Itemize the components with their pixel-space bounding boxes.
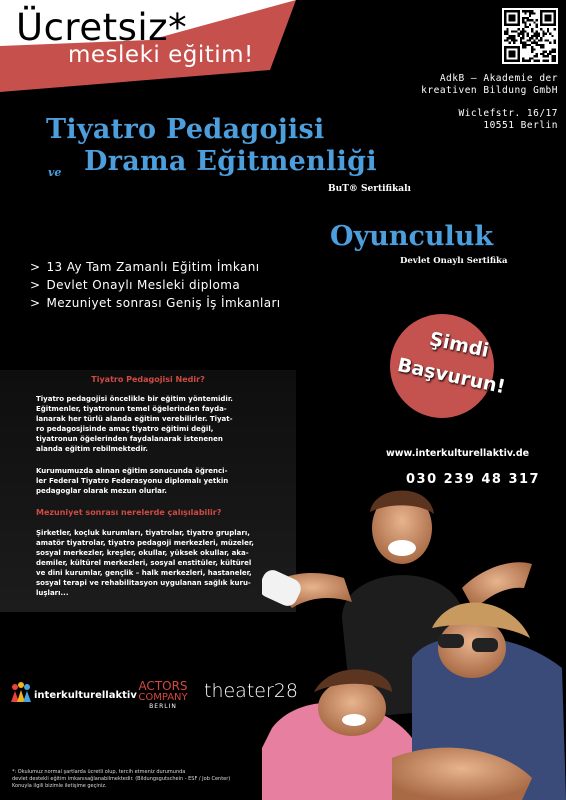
apply-now-line1: Şimdi — [427, 328, 491, 363]
organization-name — [368, 73, 558, 97]
website-link[interactable]: www.interkulturellaktiv.de — [386, 448, 530, 459]
bullet-marker: > — [30, 278, 41, 292]
info-paragraph2: Kurumumuzda alınan eğitim sonucunda öğrenci- ler Federal Tiyatro Federasyonu diplomalı yetkin pedagoglar olarak mezun olurlar. — [36, 467, 229, 495]
apply-now-line2: Başvurun! — [395, 354, 508, 399]
people-icon — [10, 682, 32, 704]
phone-number[interactable]: 030 239 48 317 — [406, 472, 541, 487]
program1-title-line1: Tiyatro Pedagojisi — [46, 114, 325, 145]
theater28-logo: theater28 — [204, 680, 298, 702]
address-line2: 10551 Berlin — [483, 120, 558, 131]
info-heading-what-is: Tiyatro Pedagojisi Nedir? — [91, 375, 205, 384]
organization-name-line2: kreativen Bildung GmbH — [421, 85, 558, 96]
students-photo — [262, 478, 566, 800]
promo-ribbon — [0, 0, 310, 96]
program2-title: Oyunculuk — [330, 221, 494, 252]
partner-logos — [0, 672, 300, 732]
info-paragraph3: Şirketler, koçluk kurumları, tiyatrolar, tiyatro grupları, amatör tiyatrolar, tiyatro pedagoji merkezleri, müzeler, sosyal merkezler, kreşler, okullar, yüksek okullar, aka- demiler, kültürel merkezleri, sosyal enstitüler, kültürel ve dini kurumlar, gençlik – halk merkezleri, hastaneler, sosyal terapi ve rehabilitasyon uygulanan sağlık kuru- luşları... — [36, 529, 254, 597]
apply-now-badge[interactable] — [370, 314, 532, 418]
qr-code-icon[interactable] — [502, 8, 558, 64]
program1-certificate: BuT® Sertifikalı — [328, 184, 411, 194]
list-item: > 13 Ay Tam Zamanlı Eğitim İmkanı — [30, 260, 260, 274]
list-item: > Devlet Onaylı Mesleki diploma — [30, 278, 241, 292]
bullet-marker: > — [30, 296, 41, 310]
promo-title: Ücretsiz* — [16, 6, 188, 49]
promo-subtitle: mesleki eğitim! — [68, 42, 254, 68]
info-paragraph1: Tiyatro pedagojisi öncelikle bir eğitim yöntemidir. Eğitmenler, tiyatronun temel öğelerinden fayda- lanarak her türlü alanda eğitim verebilirler. Tiyat- ro pedagosjisinde amaç tiyatro eğitimi değil, tiyatronun öğelerinden faydalanarak istenenen alanda eğitim rebilmektedir. — [36, 395, 233, 453]
address-line1: Wiclefstr. 16/17 — [458, 108, 558, 119]
logo1-text: interkulturellaktiv — [34, 690, 137, 701]
bullet-marker: > — [30, 260, 41, 274]
interkulturellaktiv-logo — [10, 682, 137, 706]
organization-address — [368, 108, 558, 132]
feature-list — [30, 258, 281, 312]
list-item: > Mezuniyet sonrası Geniş İş İmkanları — [30, 296, 281, 310]
organization-name-line1: AdkB – Akademie der — [439, 73, 558, 84]
info-heading-careers: Mezuniyet sonrası nerelerde çalışılabilir? — [36, 508, 222, 517]
actors-company-logo: ACTORS COMPANY BERLIN — [138, 679, 188, 710]
footnote: *: Okulumuz normal şartlarda ücretli olup, tercih etmeniz durumunda devlet destekli eğitim imkanısağlanabilmektedir. (Bildungsgutschein - ESF / Job Center) Konuyla ilgili bizimle iletişime geçiniz. — [12, 769, 231, 789]
program1-title-line2: Drama Eğitmenliği — [84, 146, 377, 177]
program2-certificate: Devlet Onaylı Sertifika — [400, 256, 508, 266]
info-panel — [0, 370, 296, 612]
program1-connector: ve — [48, 166, 62, 179]
